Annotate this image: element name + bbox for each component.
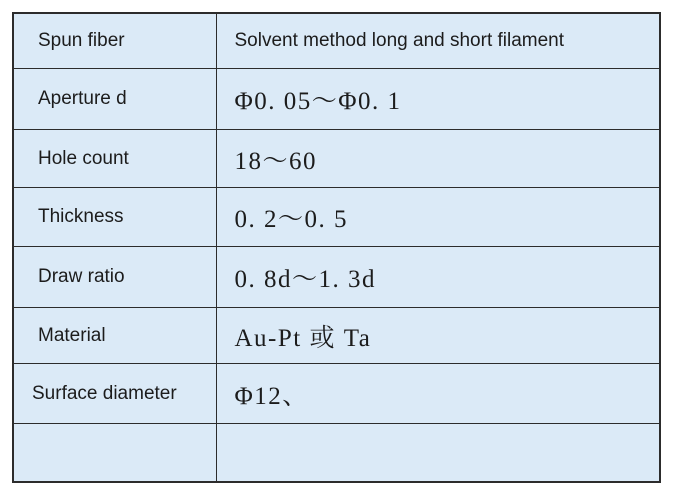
row-label-surface-diameter: Surface diameter — [13, 364, 216, 424]
row-value-material: Au-Pt 或 Ta — [216, 308, 660, 364]
table-row — [13, 13, 660, 69]
row-label-aperture: Aperture d — [13, 69, 216, 130]
row-label-hole-count: Hole count — [13, 130, 216, 188]
table-row — [13, 69, 660, 130]
table-row — [13, 364, 660, 424]
row-value-draw-ratio: 0. 8d〜1. 3d — [216, 247, 660, 308]
row-value-empty — [216, 424, 660, 483]
row-value-hole-count: 18〜60 — [216, 130, 660, 188]
row-label-empty — [13, 424, 216, 483]
row-label-material: Material — [13, 308, 216, 364]
row-label-spun-fiber: Spun fiber — [13, 13, 216, 69]
table-row — [13, 308, 660, 364]
table-row — [13, 188, 660, 247]
spec-table — [12, 12, 661, 483]
row-value-thickness: 0. 2〜0. 5 — [216, 188, 660, 247]
row-value-spun-fiber: Solvent method long and short filament — [216, 13, 660, 69]
table-row — [13, 130, 660, 188]
row-label-draw-ratio: Draw ratio — [13, 247, 216, 308]
row-value-aperture: Φ0. 05〜Φ0. 1 — [216, 69, 660, 130]
row-label-thickness: Thickness — [13, 188, 216, 247]
table-row — [13, 424, 660, 483]
row-value-surface-diameter: Φ12、 — [216, 364, 660, 424]
table-row — [13, 247, 660, 308]
